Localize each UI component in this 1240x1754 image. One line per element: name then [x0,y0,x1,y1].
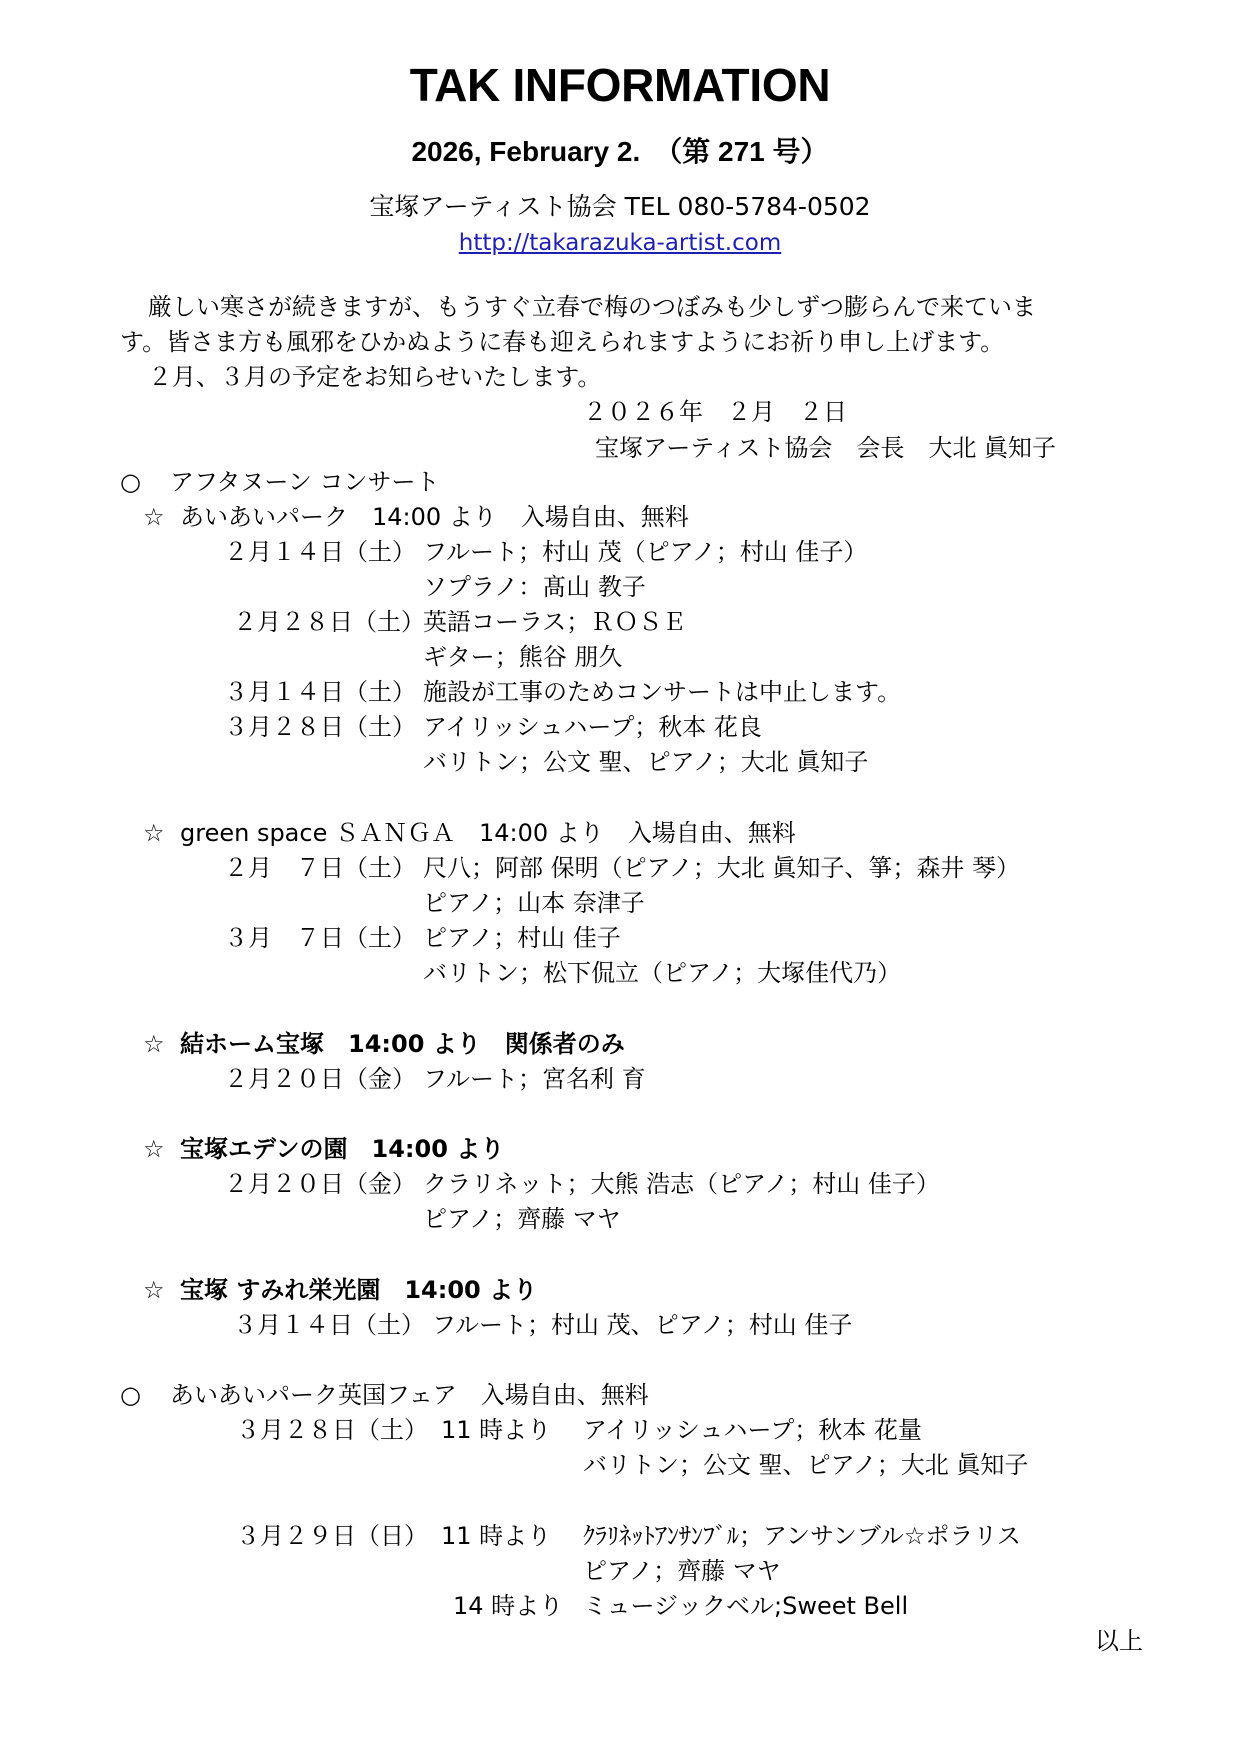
star-bullet-icon: ☆ [143,503,165,531]
star-bullet-icon: ☆ [143,1276,165,1304]
performers: 施設が工事のためコンサートは中止します。 [423,678,902,706]
greeting-date: ２０２６年 ２月 ２日 [583,398,847,426]
schedule-row [0,851,1240,886]
circle-bullet-icon: ○ [120,1381,141,1409]
venue-title: green space ＳＡＮＧＡ 14:00 より 入場自由、無料 [180,819,796,847]
performance-date: ２月１４日（土） [224,538,416,566]
performance-date: ３月２８日（土） [236,1416,428,1444]
star-bullet-icon: ☆ [143,1135,165,1163]
star-bullet-icon: ☆ [143,1030,165,1058]
greeting-signer: 宝塚アーティスト協会 会長 大北 眞知子 [595,434,1056,462]
section-heading-british-fair [0,1378,1240,1413]
performance-date: ３月１４日（土） [224,678,416,706]
venue-title: 結ホーム宝塚 14:00 より 関係者のみ [180,1030,625,1058]
schedule-row [0,1202,1240,1237]
performers: ｸﾗﾘﾈｯﾄｱﾝｻﾝﾌﾞﾙ；アンサンブル☆ポラリス [583,1522,1021,1550]
performance-date: ２月２０日（金） [224,1065,416,1093]
schedule-row [0,640,1240,675]
performers: バリトン；公文 聖、ピアノ；大北 眞知子 [583,1451,1029,1479]
performers: フルート；村山 茂、ピアノ；村山 佳子 [432,1311,853,1339]
schedule-row [0,1062,1240,1097]
greeting-line-2: す。皆さま方も風邪をひかぬように春も迎えられますようにお祈り申し上げます。 [120,328,1005,356]
schedule-row [0,675,1240,710]
performers: ミュージックベル;Sweet Bell [583,1592,909,1620]
schedule-row [0,1413,1240,1448]
performers: ピアノ；山本 奈津子 [423,889,645,917]
venue-title: 宝塚 すみれ栄光園 14:00 より [180,1276,538,1304]
performers: クラリネット；大熊 浩志（ピアノ；村山 佳子） [423,1170,940,1198]
newsletter-title: TAK INFORMATION [409,59,831,111]
performers: ギター；熊谷 朋久 [423,643,623,671]
circle-bullet-icon: ○ [120,468,141,496]
schedule-row [0,956,1240,991]
greeting-line-1: 厳しい寒さが続きますが、もうすぐ立春で梅のつぼみも少しずつ膨らんで来ていま [148,293,1036,321]
schedule-row [0,570,1240,605]
schedule-row [0,1519,1240,1554]
issue-date-line: 2026, February 2. （第 271 号） [411,136,829,167]
schedule-row [0,886,1240,921]
venue-heading-aiai-park [0,500,1240,535]
schedule-row [0,745,1240,780]
schedule-row [0,535,1240,570]
closing-mark: 以上 [1095,1627,1143,1655]
performance-time: 14 時より [453,1592,564,1620]
section-title: あいあいパーク英国フェア 入場自由、無料 [170,1381,649,1409]
schedule-row [0,1554,1240,1589]
performers: 尺八；阿部 保明（ピアノ；大北 眞知子、箏；森井 琴） [423,854,1020,882]
performance-date: ３月２８日（土） [224,713,416,741]
website-link[interactable]: http://takarazuka-artist.com [458,230,782,256]
schedule-row [0,1589,1240,1624]
section-title: アフタヌーン コンサート [170,468,440,496]
venue-heading-sumire-eikouen [0,1273,1240,1308]
performers: バリトン；公文 聖、ピアノ；大北 眞知子 [423,748,869,776]
association-contact-line: 宝塚アーティスト協会 TEL 080-5784-0502 [369,192,871,221]
performers: 英語コーラス；ＲＯＳＥ [423,608,687,636]
venue-title: あいあいパーク 14:00 より 入場自由、無料 [180,503,689,531]
performers: ピアノ；齊藤 マヤ [423,1205,621,1233]
performers: ピアノ；齊藤 マヤ [583,1557,781,1585]
star-bullet-icon: ☆ [143,819,165,847]
venue-heading-eden [0,1132,1240,1167]
venue-heading-green-space-sanga [0,816,1240,851]
performance-date: ３月１４日（土） [233,1311,425,1339]
performance-date: ３月 ７日（土） [224,924,416,952]
performers: ピアノ；村山 佳子 [423,924,621,952]
performers: フルート；村山 茂（ピアノ；村山 佳子） [423,538,868,566]
performers: ソプラノ：髙山 教子 [423,573,646,601]
performance-date: ２月２８日（土） [233,608,425,636]
schedule-row [0,921,1240,956]
section-heading-afternoon-concert [0,465,1240,500]
performers: アイリッシュハープ；秋本 花量 [583,1416,922,1444]
website-url-line [0,226,1240,260]
schedule-row [0,1448,1240,1483]
greeting-line-3: ２月、３月の予定をお知らせいたします。 [148,363,602,391]
performance-time: 11 時より [441,1416,552,1444]
performers: バリトン；松下侃立（ピアノ；大塚佳代乃） [423,959,902,987]
schedule-row [0,1308,1240,1343]
performers: アイリッシュハープ；秋本 花良 [423,713,762,741]
performers: フルート；宮名利 育 [423,1065,646,1093]
schedule-row [0,1167,1240,1202]
performance-date: ２月 ７日（土） [224,854,416,882]
schedule-row [0,710,1240,745]
venue-title: 宝塚エデンの園 14:00 より [180,1135,505,1163]
performance-time: 11 時より [441,1522,552,1550]
performance-date: ３月２９日（日） [236,1522,428,1550]
venue-heading-yui-home [0,1027,1240,1062]
performance-date: ２月２０日（金） [224,1170,416,1198]
schedule-row [0,605,1240,640]
